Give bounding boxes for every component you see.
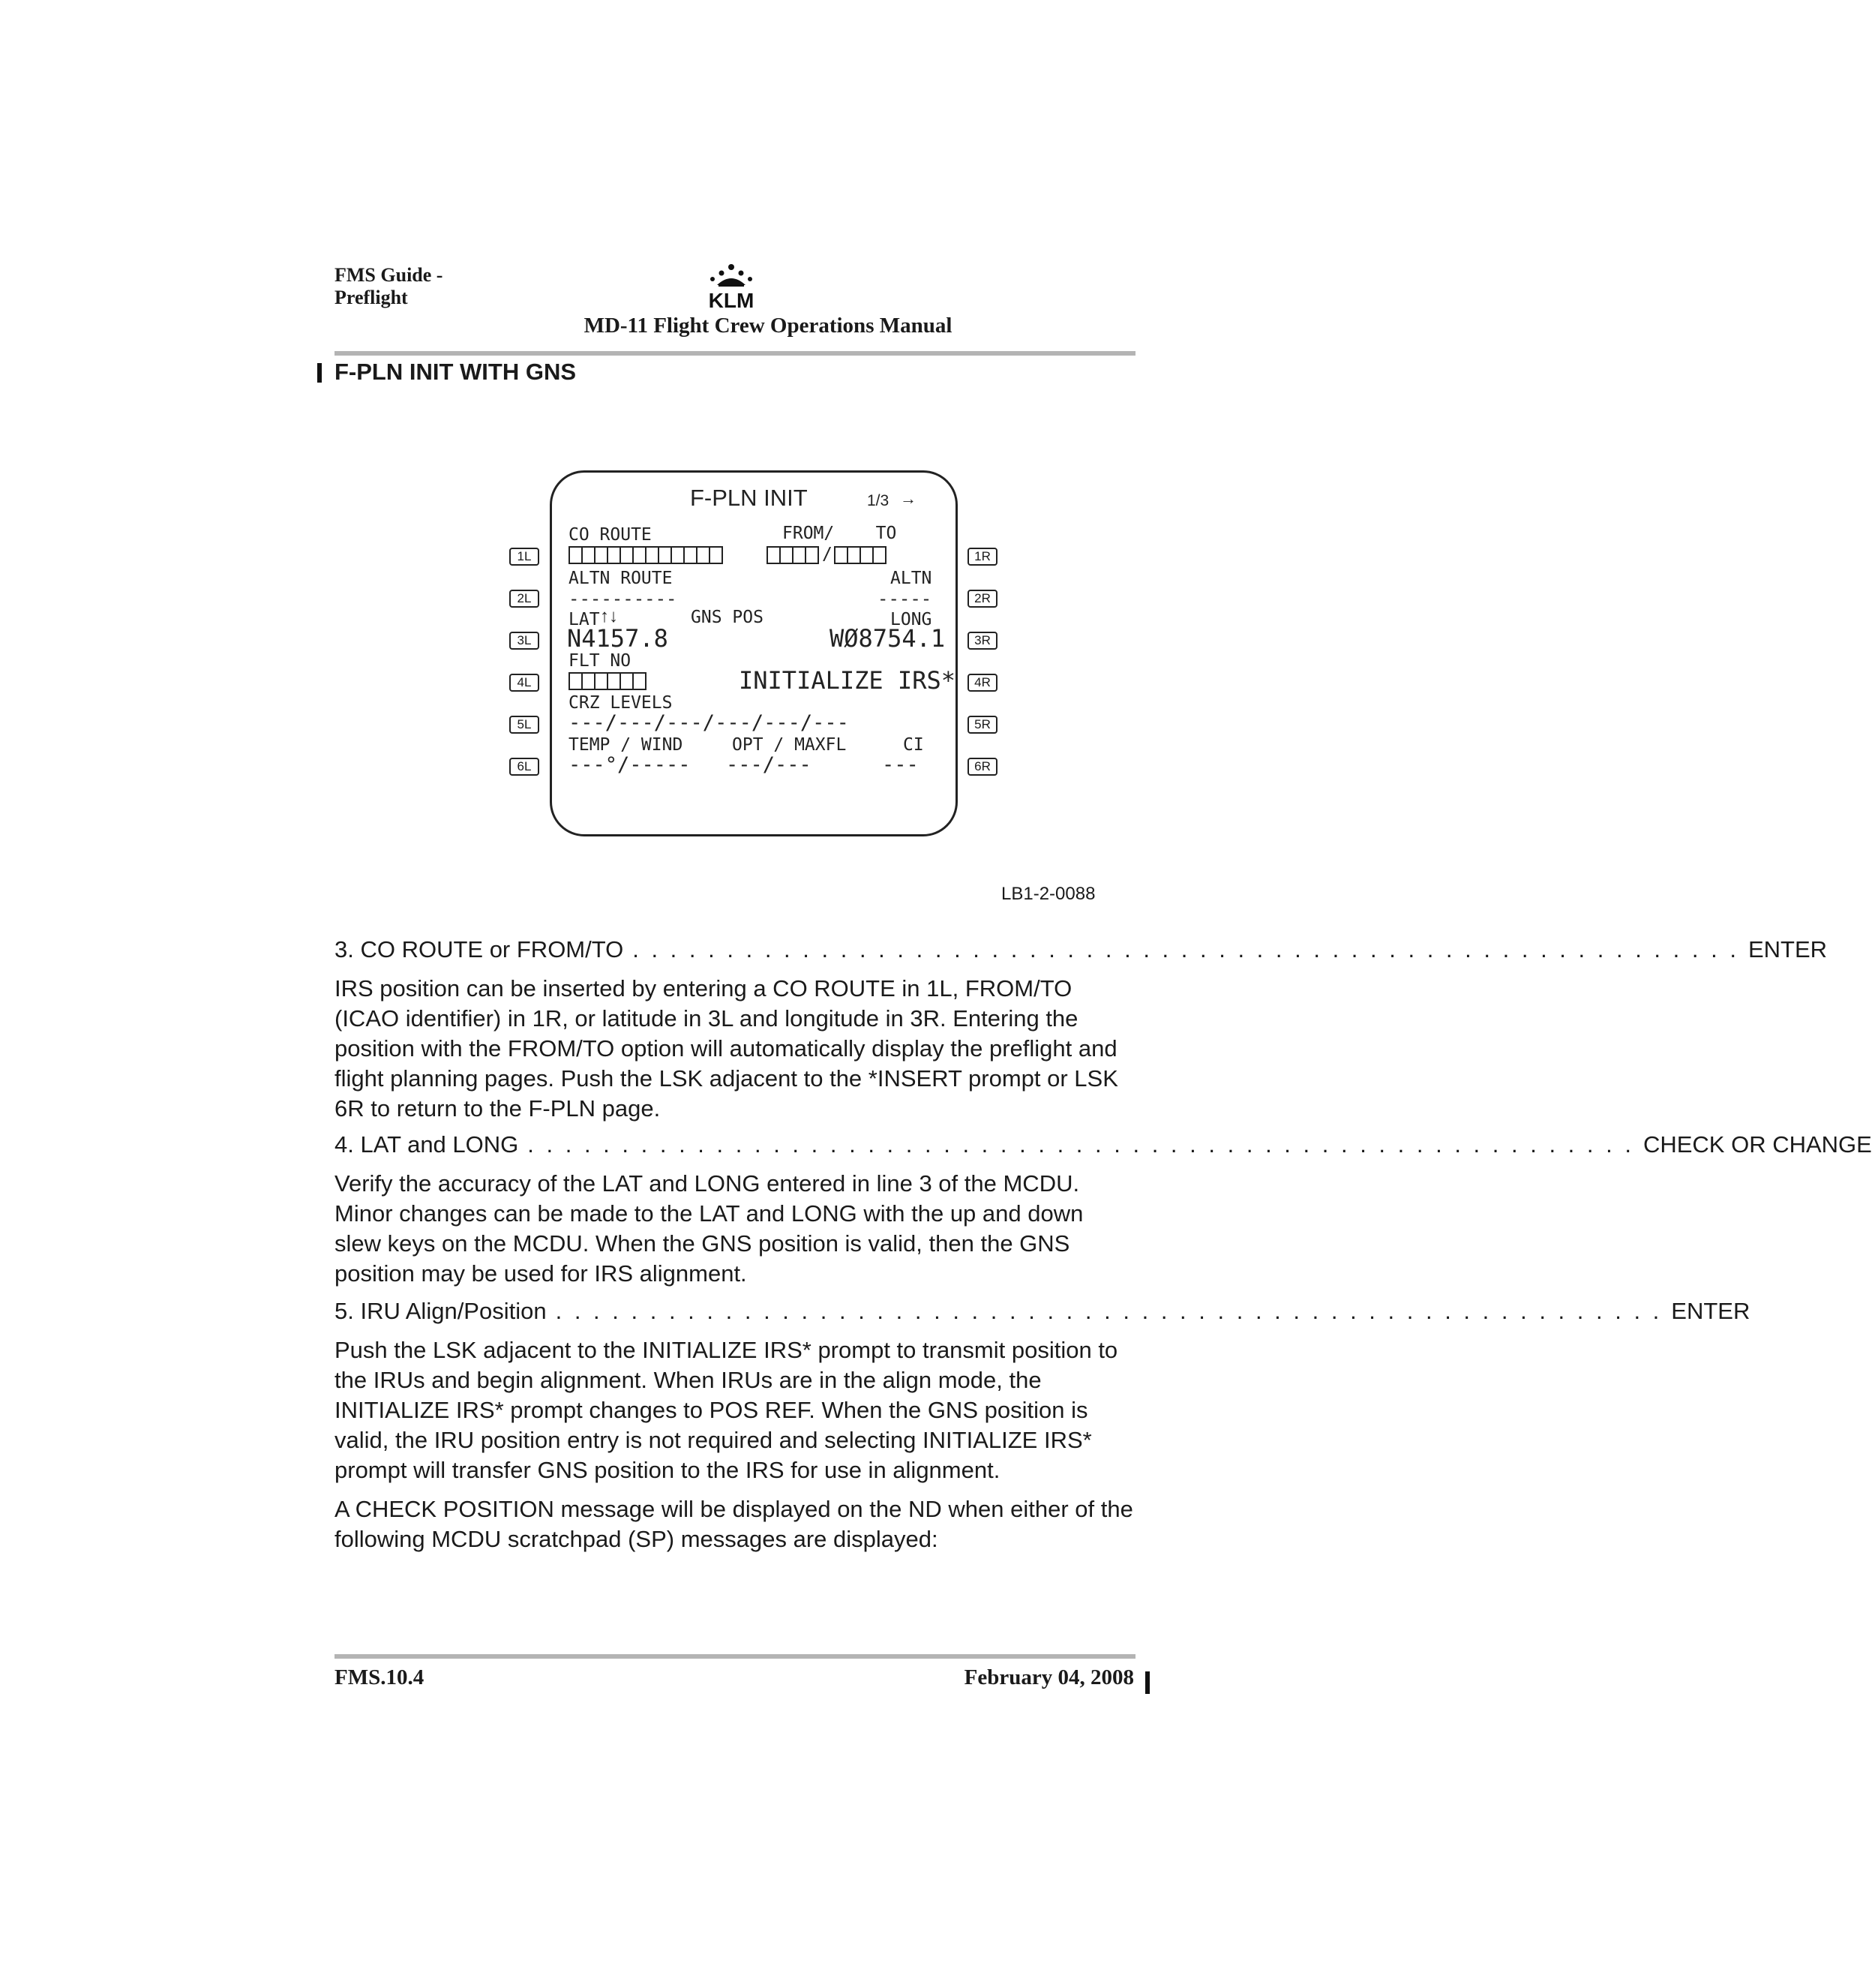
co-route-boxes [568, 546, 722, 564]
step-4-action: CHECK OR CHANGE [1642, 1131, 1872, 1158]
check-position-paragraph: A CHECK POSITION message will be displayed on the ND when either of the following MCDU scratchpad (SP) messages are displayed: [334, 1496, 1133, 1552]
step-3-action: ENTER [1748, 936, 1828, 962]
lsk-3l: 3L [509, 632, 539, 650]
ci-label: CI [903, 735, 924, 755]
long-value: WØ8754.1 [830, 624, 946, 653]
mcdu-page-title: F-PLN INIT [690, 485, 808, 511]
step-4-heading: 4. LAT and LONG . . . . . . . . . . . . . . . . . . . . . . . . . . . . . . . . . . . . . . . . . . . . . . . . . . . . . . . . . . . CHECK OR CHANGE [334, 1130, 1136, 1160]
opt-maxfl-label: OPT / MAXFL [732, 735, 847, 755]
step-4-paragraph: Verify the accuracy of the LAT and LONG entered in line 3 of the MCDU. Minor changes can be made to the LAT and LONG with the up and down slew keys on the MCDU. When the GNS position is valid, then the GNS position may be used for IRS alignment. [334, 1170, 1084, 1287]
mcdu-page-number: 1/3 [867, 492, 890, 509]
lsk-1r: 1R [968, 548, 998, 566]
step-5-heading: 5. IRU Align/Position . . . . . . . . . . . . . . . . . . . . . . . . . . . . . . . . . . . . . . . . . . . . . . . . . . . . . . . . . . . ENTER [334, 1296, 1136, 1326]
header-rule [334, 351, 1136, 356]
klm-crown-icon [690, 263, 772, 311]
ci-value: --- [882, 753, 919, 776]
long-label: LONG [890, 610, 932, 629]
step-3-heading: 3. CO ROUTE or FROM/TO . . . . . . . . . . . . . . . . . . . . . . . . . . . . . . . . . . . . . . . . . . . . . . . . . . . . . . . . . . . ENTER [334, 935, 1136, 965]
altn-route-value: ---------- [568, 588, 677, 609]
step-3-label: 3. CO ROUTE or FROM/TO [334, 936, 624, 962]
footer-date: February 04, 2008 [964, 1665, 1134, 1689]
step-5-label: 5. IRU Align/Position [334, 1298, 547, 1324]
step-4 [334, 1130, 1872, 1289]
lsk-2r: 2R [968, 590, 998, 608]
lsk-5r: 5R [968, 716, 998, 734]
lsk-6r: 6R [968, 758, 998, 776]
lsk-5l: 5L [509, 716, 539, 734]
lsk-3r: 3R [968, 632, 998, 650]
temp-wind-value: ---°/----- [568, 753, 691, 776]
altn-label: ALTN [890, 569, 932, 588]
crz-levels-value: ---/---/---/---/---/--- [568, 711, 849, 734]
altn-route-label: ALTN ROUTE [568, 569, 673, 588]
slew-arrows-icon: ↑↓ [600, 606, 618, 626]
co-route-label: CO ROUTE [568, 525, 652, 545]
footer-page-id: FMS.10.4 [334, 1665, 424, 1689]
from-to-label: FROM/ TO [782, 524, 897, 543]
lsk-6l: 6L [509, 758, 539, 776]
header-section [334, 264, 442, 309]
step-3 [334, 935, 1828, 1124]
header-section-line1: FMS Guide - [334, 264, 443, 286]
flt-no-boxes [568, 672, 645, 690]
lsk-1l: 1L [509, 548, 539, 566]
change-bar [1145, 1671, 1150, 1694]
next-page-arrow-icon: → [900, 489, 916, 508]
lsk-4r: 4R [968, 674, 998, 692]
temp-wind-label: TEMP / WIND [568, 735, 683, 755]
gns-pos-label: GNS POS [691, 608, 764, 627]
manual-title: MD-11 Flight Crew Operations Manual [584, 314, 952, 338]
step-5 [334, 1296, 1750, 1554]
crz-levels-label: CRZ LEVELS [568, 693, 673, 713]
klm-logo [690, 263, 772, 311]
flt-no-label: FLT NO [568, 651, 632, 671]
from-to-slash: / [822, 545, 832, 564]
step-4-label: 4. LAT and LONG [334, 1131, 519, 1158]
lat-value: N4157.8 [567, 624, 668, 653]
header-section-line2: Preflight [334, 287, 408, 308]
lsk-2l: 2L [509, 590, 539, 608]
step-3-paragraph: IRS position can be inserted by entering a CO ROUTE in 1L, FROM/TO (ICAO identifier) in 1R, or latitude in 3L and longitude in 3R. Entering the position with the FROM/TO option will automatically display the preflight and flight planning pages. Push the LSK adjacent to the *INSERT prompt or LSK 6R to return to the F-PLN page. [334, 975, 1118, 1122]
klm-logo-text: KLM [708, 289, 754, 312]
figure-id: LB1-2-0088 [1001, 884, 1096, 904]
step-5-action: ENTER [1671, 1298, 1750, 1324]
step-5-paragraph: Push the LSK adjacent to the INITIALIZE IRS* prompt to transmit position to the IRUs and begin alignment. When IRUs are in the align mode, the INITIALIZE IRS* prompt changes to POS REF. When the GNS position is valid, the IRU position entry is not required and selecting INITIALIZE IRS* prompt will transfer GNS position to the IRS for use in alignment. [334, 1337, 1118, 1483]
opt-maxfl-value: ---/--- [726, 753, 812, 776]
change-bar [317, 363, 322, 383]
altn-value: ----- [878, 588, 932, 609]
to-boxes [834, 546, 885, 564]
lat-label: LAT [568, 610, 600, 629]
footer-rule [334, 1654, 1136, 1659]
initialize-irs-prompt: INITIALIZE IRS* [739, 666, 956, 695]
lsk-4l: 4L [509, 674, 539, 692]
section-title: F-PLN INIT WITH GNS [334, 359, 577, 385]
from-boxes [766, 546, 818, 564]
